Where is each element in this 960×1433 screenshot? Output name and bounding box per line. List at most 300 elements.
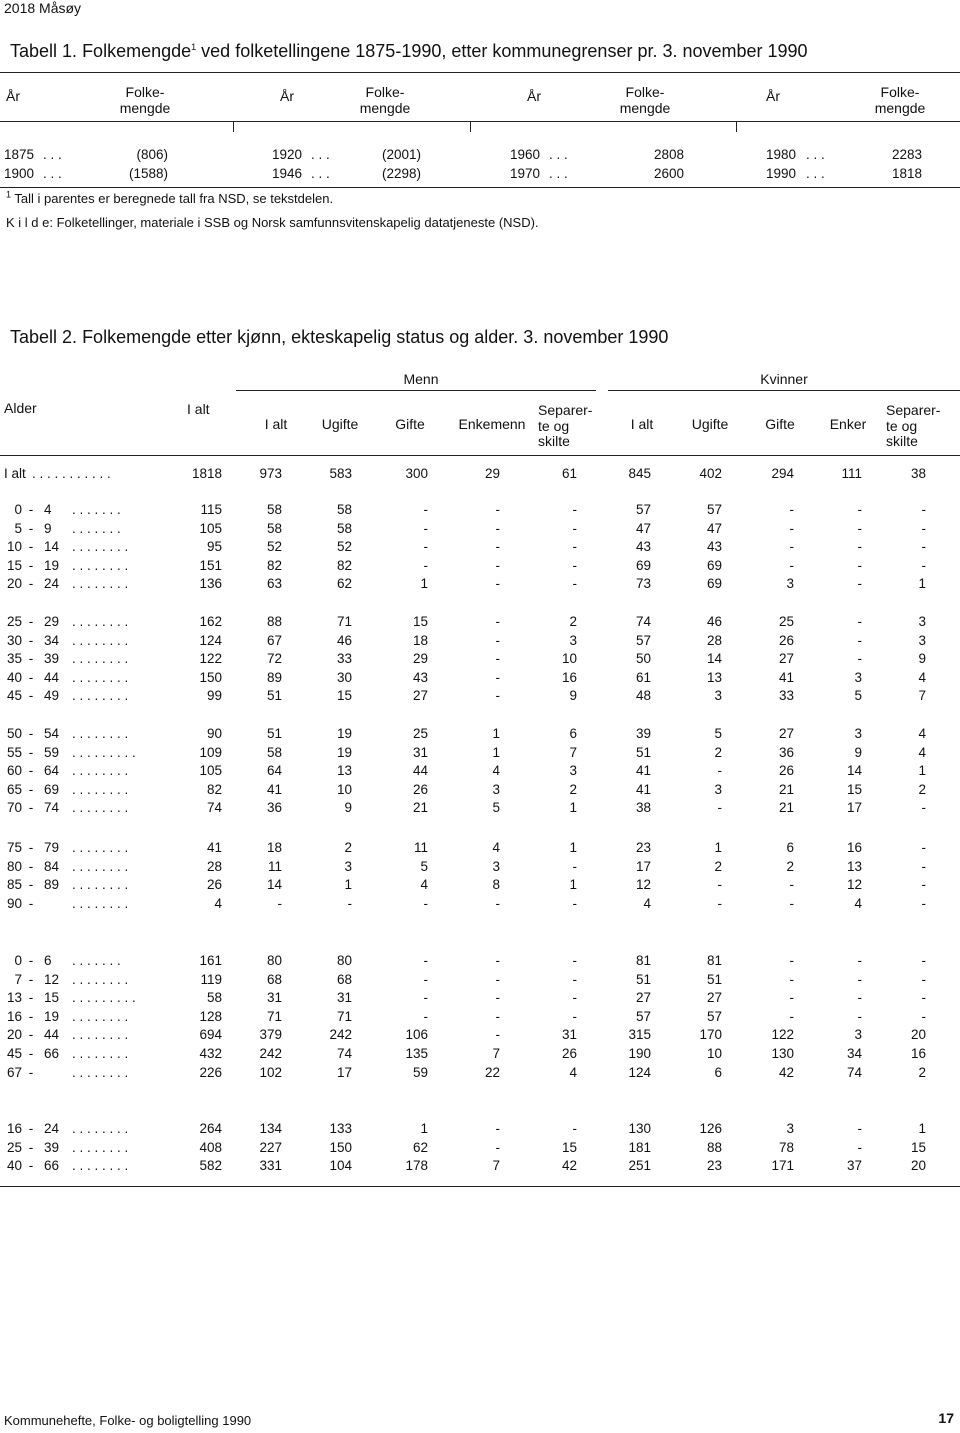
value-cell: 10 [561,651,577,666]
value-cell: - [572,558,577,573]
value-cell: 58 [266,502,282,517]
value-cell: 16 [846,840,862,855]
total-value-cell: 583 [329,466,352,481]
value-cell: 57 [635,1009,651,1024]
age-dash: - [28,726,34,741]
source-text: Folketellinger, materiale i SSB og Norsk samfunnsvitenskapelig datatjeneste (NSD). [56,215,539,230]
value-cell: 14 [706,651,722,666]
value-cell: - [789,877,794,892]
value-cell: 130 [628,1121,651,1136]
population-header-line2: mengde [874,100,926,116]
value-cell: 109 [199,745,222,760]
value-cell: - [495,1140,500,1155]
table2-title-rest: Folkemengde etter kjønn, ekteskapelig status og alder. 3. november 1990 [82,327,669,347]
value-cell: - [921,521,926,536]
value-cell: 36 [778,745,794,760]
value-cell: 1 [569,800,577,815]
table1-top-rule [0,72,960,73]
value-cell: - [921,953,926,968]
value-cell: - [572,576,577,591]
value-cell: 1 [918,1121,926,1136]
value-cell: 20 [910,1158,926,1173]
value-cell: 81 [706,953,722,968]
age-to: 66 [44,1046,60,1061]
age-from: 20 [6,1027,22,1042]
age-to: 74 [44,800,60,815]
leader-dots: . . . . . . . . [72,1027,129,1042]
value-cell: 122 [199,651,222,666]
age-dash: - [28,633,34,648]
age-to: 39 [44,651,60,666]
value-cell: 74 [206,800,222,815]
value-cell: 69 [706,576,722,591]
age-dash: - [28,576,34,591]
population-header-line1: Folke- [625,84,665,100]
value-cell: 58 [206,990,222,1005]
value-cell: 1 [344,877,352,892]
age-to: 49 [44,688,60,703]
value-cell: 264 [199,1121,222,1136]
population-header-line2: mengde [359,100,411,116]
value-cell: 26 [778,633,794,648]
page-header: 2018 Måsøy [4,0,82,16]
value-cell: 17 [846,800,862,815]
value-cell: 28 [706,633,722,648]
value-cell: 106 [405,1027,428,1042]
age-dash: - [28,782,34,797]
age-to: 44 [44,1027,60,1042]
value-cell: - [495,502,500,517]
value-cell: - [857,558,862,573]
men-sep-header-line1: Separer- [538,402,593,418]
value-cell: 51 [266,726,282,741]
men-sep-header-line2: te og [538,418,570,434]
population-header-line1: Folke- [365,84,405,100]
value-cell: 4 [420,877,428,892]
value-cell: 57 [706,502,722,517]
age-from: 50 [6,726,22,741]
value-cell: 6 [786,840,794,855]
value-cell: 124 [199,633,222,648]
value-cell: - [495,521,500,536]
value-cell: - [572,896,577,911]
value-cell: - [717,877,722,892]
value-cell: 64 [266,763,282,778]
value-cell: 41 [635,763,651,778]
year-header: År [766,88,780,104]
value-cell: 150 [199,670,222,685]
value-cell: - [921,840,926,855]
value-cell: - [423,1009,428,1024]
value-cell: - [789,1009,794,1024]
total-value-cell: 111 [841,466,862,481]
value-cell: 69 [706,558,722,573]
value-cell: 44 [412,763,428,778]
value-cell: 171 [771,1158,794,1173]
value-cell: 190 [628,1046,651,1061]
value-cell: 68 [266,972,282,987]
value-cell: 162 [199,614,222,629]
leader-dots: . . . . . . . . [72,1140,129,1155]
value-cell: 30 [336,670,352,685]
value-cell: - [423,502,428,517]
value-cell: 3 [714,688,722,703]
age-dash: - [28,800,34,815]
value-cell: - [495,896,500,911]
value-cell: 5 [714,726,722,741]
age-from: 75 [6,840,22,855]
leader-dots: . . . [806,147,825,162]
value-cell: - [789,521,794,536]
age-dash: - [28,990,34,1005]
value-cell: 242 [329,1027,352,1042]
value-cell: - [921,1009,926,1024]
footer-title: Kommunehefte, Folke- og boligtelling 1990 [4,1413,252,1428]
value-cell: 1 [492,745,500,760]
men-group-rule [236,390,596,391]
value-cell: 31 [561,1027,577,1042]
value-cell: 69 [635,558,651,573]
value-cell: 3 [344,859,352,874]
value-cell: 71 [266,1009,282,1024]
value-cell: - [495,651,500,666]
age-dash: - [28,972,34,987]
value-cell: 3 [854,726,862,741]
value-cell: - [921,539,926,554]
page-number: 17 [938,1410,954,1426]
value-cell: - [495,558,500,573]
table1-footnote [6,191,333,206]
value-cell: - [857,990,862,1005]
table2-bottom-rule [0,1186,960,1187]
value-cell: 3 [918,614,926,629]
table1-title-main: Folkemengde [82,41,192,61]
value-cell: - [921,800,926,815]
value-cell: 23 [635,840,651,855]
group-women-label: Kvinner [760,371,808,387]
leader-dots: . . . . . . . . [72,877,129,892]
value-cell: 58 [266,745,282,760]
value-cell: 42 [561,1158,577,1173]
age-dash: - [28,859,34,874]
value-cell: - [572,972,577,987]
value-cell: 11 [267,859,282,874]
population-cell: (2001) [381,147,421,162]
value-cell: 21 [778,782,794,797]
table1-title-rest: ved folketellingene 1875-1990, etter kommunegrenser pr. 3. november 1990 [201,41,808,61]
leader-dots: . . . . . . . . [72,782,129,797]
value-cell: 7 [569,745,577,760]
value-cell: 133 [329,1121,352,1136]
value-cell: 41 [206,840,222,855]
leader-dots: . . . . . . . [72,953,121,968]
age-from: 15 [6,558,22,573]
age-dash: - [28,1121,34,1136]
value-cell: 315 [628,1027,651,1042]
value-cell: 4 [214,896,222,911]
year-cell: 1900 [4,166,35,181]
age-from: 25 [6,614,22,629]
value-cell: - [277,896,282,911]
table1-bottom-rule [0,187,960,188]
age-to: 24 [44,1121,60,1136]
leader-dots: . . . . . . . . [72,614,129,629]
value-cell: 15 [336,688,352,703]
age-dash: - [28,877,34,892]
value-cell: 15 [561,1140,577,1155]
value-cell: - [495,953,500,968]
value-cell: - [495,633,500,648]
value-cell: - [495,539,500,554]
total-header: I alt [187,401,210,417]
year-cell: 1875 [4,147,35,162]
value-cell: 3 [786,576,794,591]
value-cell: 3 [854,670,862,685]
age-to: 69 [44,782,60,797]
value-cell: 13 [846,859,862,874]
age-to: 12 [44,972,60,987]
table1-source [6,215,539,230]
value-cell: 13 [706,670,722,685]
value-cell: 4 [854,896,862,911]
value-cell: - [789,972,794,987]
year-header: År [6,88,20,104]
value-cell: 5 [420,859,428,874]
value-cell: 99 [206,688,222,703]
women-sep-header-line3: skilte [886,433,918,449]
value-cell: 37 [846,1158,862,1173]
total-row-label: I alt [4,466,26,481]
value-cell: - [495,688,500,703]
value-cell: - [789,896,794,911]
age-dash: - [28,688,34,703]
age-to: 19 [44,558,60,573]
source-label: K i l d e: [6,215,53,230]
age-dash: - [28,558,34,573]
women-group-rule [608,390,960,391]
value-cell: - [857,614,862,629]
value-cell: 43 [412,670,428,685]
value-cell: 89 [266,670,282,685]
value-cell: 5 [854,688,862,703]
value-cell: 408 [199,1140,222,1155]
leader-dots: . . . [311,166,330,181]
age-dash: - [28,896,34,911]
value-cell: 90 [206,726,222,741]
population-cell: 2283 [891,147,922,162]
leader-dots: . . . . . . . . [72,1046,129,1061]
value-cell: 57 [635,502,651,517]
value-cell: 7 [492,1046,500,1061]
age-dash: - [28,521,34,536]
leader-dots: . . . . . . . . [72,558,129,573]
value-cell: - [572,539,577,554]
value-cell: - [921,896,926,911]
women-col-header: I alt [630,416,654,432]
age-from: 67 [6,1065,22,1080]
value-cell: - [717,800,722,815]
total-value-cell: 300 [405,466,428,481]
value-cell: - [347,896,352,911]
value-cell: 161 [199,953,222,968]
value-cell: 31 [412,745,428,760]
year-header: År [527,88,541,104]
value-cell: 41 [635,782,651,797]
value-cell: 42 [778,1065,794,1080]
value-cell: 4 [918,726,926,741]
women-col-header: Ugifte [691,416,729,432]
value-cell: 27 [635,990,651,1005]
value-cell: 1 [569,877,577,892]
value-cell: 432 [199,1046,222,1061]
leader-dots: . . . . . . . [72,502,121,517]
value-cell: 12 [635,877,651,892]
value-cell: 170 [699,1027,722,1042]
value-cell: - [495,670,500,685]
footnote-text: Tall i parentes er beregnede tall fra NSD, se tekstdelen. [14,191,334,206]
leader-dots: . . . . . . . . [72,576,129,591]
value-cell: 36 [266,800,282,815]
value-cell: 124 [628,1065,651,1080]
value-cell: 14 [846,763,862,778]
age-to: 54 [44,726,60,741]
value-cell: 226 [199,1065,222,1080]
population-header-line2: mengde [619,100,671,116]
value-cell: 3 [714,782,722,797]
value-cell: 62 [412,1140,428,1155]
value-cell: 9 [569,688,577,703]
value-cell: - [423,953,428,968]
value-cell: 20 [910,1027,926,1042]
leader-dots: . . . . . . . [72,521,121,536]
value-cell: 15 [910,1140,926,1155]
population-header-line2: mengde [119,100,171,116]
age-to: 19 [44,1009,60,1024]
leader-dots: . . . . . . . . [72,763,129,778]
value-cell: - [572,1009,577,1024]
value-cell: 242 [259,1046,282,1061]
value-cell: 58 [336,521,352,536]
value-cell: 1 [420,1121,428,1136]
value-cell: - [495,972,500,987]
value-cell: 379 [259,1027,282,1042]
value-cell: 1 [714,840,722,855]
value-cell: 2 [918,782,926,797]
value-cell: 10 [706,1046,722,1061]
value-cell: 46 [336,633,352,648]
value-cell: 51 [635,745,651,760]
value-cell: 130 [771,1046,794,1061]
value-cell: 27 [412,688,428,703]
leader-dots: . . . [43,147,62,162]
value-cell: 21 [412,800,428,815]
value-cell: 33 [336,651,352,666]
leader-dots: . . . [549,147,568,162]
table2-title [10,327,668,348]
value-cell: 74 [336,1046,352,1061]
value-cell: 1 [918,763,926,778]
value-cell: 105 [199,763,222,778]
leader-dots: . . . . . . . . [72,1158,129,1173]
value-cell: 17 [336,1065,352,1080]
value-cell: 2 [918,1065,926,1080]
value-cell: 19 [336,726,352,741]
value-cell: 102 [259,1065,282,1080]
value-cell: - [789,539,794,554]
men-col-header: Ugifte [321,416,359,432]
leader-dots: . . . . . . . . . [72,990,136,1005]
value-cell: 122 [771,1027,794,1042]
leader-dots: . . . . . . . . [72,840,129,855]
age-dash: - [28,502,34,517]
value-cell: - [857,651,862,666]
total-value-cell: 1818 [191,466,222,481]
value-cell: 43 [635,539,651,554]
value-cell: - [857,521,862,536]
value-cell: 28 [206,859,222,874]
value-cell: 52 [336,539,352,554]
year-cell: 1980 [766,147,797,162]
value-cell: 31 [266,990,282,1005]
age-from: 7 [14,972,22,987]
value-cell: 9 [344,800,352,815]
age-to: 34 [44,633,60,648]
age-from: 45 [6,688,22,703]
age-to: 66 [44,1158,60,1173]
age-dash: - [28,1065,34,1080]
age-to: 39 [44,1140,60,1155]
leader-dots: . . . . . . . . [72,1065,129,1080]
value-cell: - [495,1027,500,1042]
age-header: Alder [4,400,37,416]
age-from: 85 [6,877,22,892]
value-cell: 105 [199,521,222,536]
table1-header-rule [0,121,960,122]
value-cell: 227 [259,1140,282,1155]
value-cell: - [495,1121,500,1136]
table1-title-footnote-mark: 1 [191,42,197,52]
age-from: 13 [6,990,22,1005]
value-cell: 181 [628,1140,651,1155]
age-from: 40 [6,1158,22,1173]
value-cell: 8 [492,877,500,892]
value-cell: 3 [492,859,500,874]
value-cell: 4 [492,763,500,778]
age-from: 70 [6,800,22,815]
population-header-line1: Folke- [880,84,920,100]
value-cell: 74 [635,614,651,629]
population-cell: (806) [136,147,168,162]
leader-dots: . . . . . . . . [72,896,129,911]
value-cell: - [423,558,428,573]
value-cell: - [423,972,428,987]
value-cell: - [921,877,926,892]
total-value-cell: 294 [771,466,794,481]
population-cell: (2298) [381,166,421,181]
value-cell: 136 [199,576,222,591]
value-cell: 27 [778,651,794,666]
value-cell: 51 [706,972,722,987]
age-from: 55 [6,745,22,760]
value-cell: 78 [778,1140,794,1155]
value-cell: 34 [846,1046,862,1061]
leader-dots: . . . . . . . . [72,1009,129,1024]
age-from: 80 [6,859,22,874]
age-dash: - [28,745,34,760]
footnote-mark: 1 [6,189,12,200]
value-cell: 135 [405,1046,428,1061]
value-cell: 2 [344,840,352,855]
